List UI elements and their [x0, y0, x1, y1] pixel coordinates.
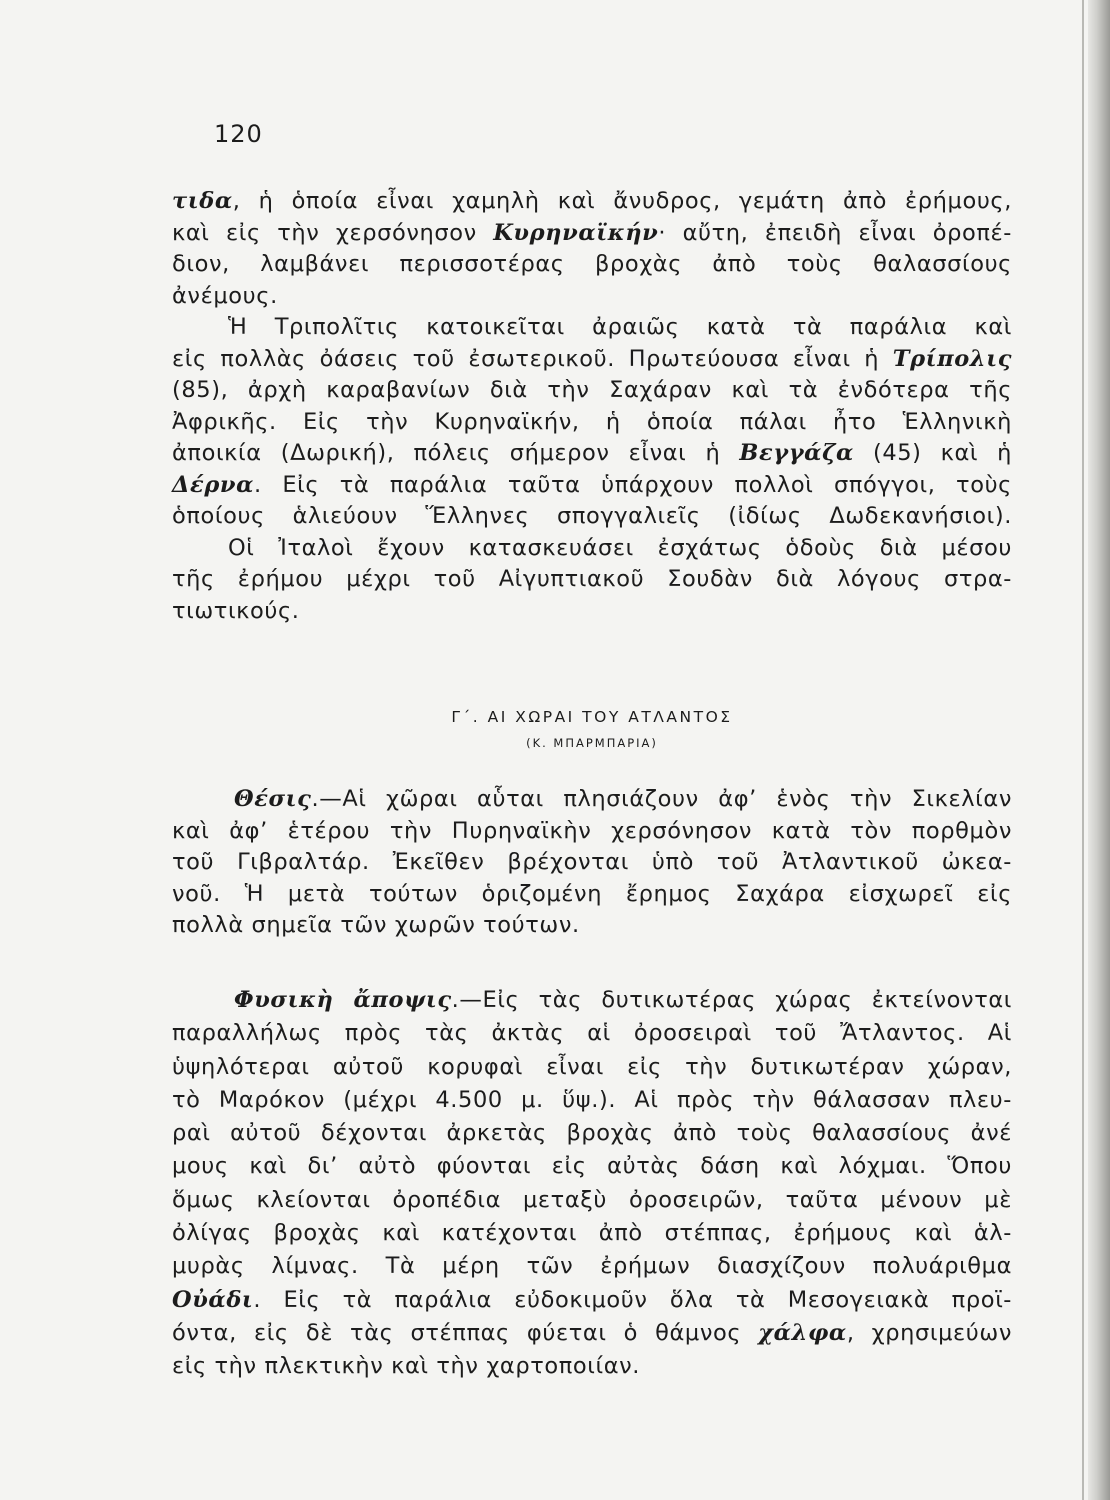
text-line: ὑψηλότεραι αὐτοῦ κορυφαὶ εἶναι εἰς τὴν δυτικωτέραν χώραν, [172, 1053, 1012, 1080]
italic-term: Οὐάδι [172, 1286, 254, 1313]
text-span: · αὔτη, ἐπειδὴ εἶναι ὀροπέ- [658, 219, 1012, 246]
text-line: μους καὶ δι’ αὐτὸ φύονται εἰς αὐτὰς δάση καὶ λόχμαι. Ὅπου [172, 1153, 1012, 1180]
text-span: , χρησιμεύων [846, 1319, 1012, 1346]
text-span: . Εἰς τὰ παράλια ταῦτα ὑπάρχουν πολλοὶ σπόγγοι, τοὺς [254, 471, 1012, 498]
book-binding-edge [1088, 0, 1110, 1500]
text-line [172, 784, 1012, 816]
italic-term: τιδα [172, 188, 233, 214]
italic-term: Φυσικὴ ἄποψις [234, 987, 452, 1013]
text-span: όντα, εἰς δὲ τὰς στέππας φύεται ὁ θάμνος [172, 1319, 759, 1346]
text-line: (85), ἀρχὴ καραβανίων διὰ τὴν Σαχάραν καὶ τὰ ἐνδότερα τῆς [172, 377, 1012, 403]
italic-term: χάλφα [758, 1319, 847, 1346]
text-line: παραλλήλως πρὸς τὰς ἀκτὰς αἱ ὀροσειραὶ τοῦ Ἄτλαντος. Αἱ [172, 1020, 1012, 1047]
text-line: τοῦ Γιβραλτάρ. Ἐκεῖθεν βρέχονται ὑπὸ τοῦ Ἀτλαντικοῦ ὠκεα- [172, 849, 1012, 875]
text-line: Ἀφρικῆς. Εἰς τὴν Κυρηναϊκήν, ἡ ὁποία πάλαι ἦτο Ἑλληνικὴ [172, 408, 1012, 435]
text-line: ὅμως κλείονται ὀροπέδια μεταξὺ ὀροσειρῶν, ταῦτα μένουν μὲ [172, 1186, 1012, 1213]
text-span: , ἡ ὁποία εἶναι χαμηλὴ καὶ ἄνυδρος, γεμάτη ἀπὸ ἐρήμους, [232, 188, 1012, 214]
text-span: καὶ εἰς τὴν χερσόνησον [172, 219, 494, 246]
italic-term: Βεγγάζα [739, 440, 854, 466]
text-line: ραὶ αὐτοῦ δέχονται ἀρκετὰς βροχὰς ἀπὸ τοὺς θαλασσίους ἀνέ [172, 1120, 1012, 1147]
text-span: ἀποικία (Δωρική), πόλεις σήμερον εἶναι ἡ [172, 440, 740, 466]
text-line: τῆς ἐρήμου μέχρι τοῦ Αἰγυπτιακοῦ Σουδὰν διὰ λόγους στρα- [172, 566, 1012, 592]
text-span: . Εἰς τὰ παράλια εὐδοκιμοῦν ὅλα τὰ Μεσογειακὰ προϊ- [253, 1286, 1012, 1313]
text-line: ἀνέμους. [172, 282, 278, 309]
italic-term: Θέσις [234, 786, 312, 812]
section-subheading: (Κ. ΜΠΑΡΜΠΑΡΙΑ) [526, 736, 658, 750]
text-line: εἰς τὴν πλεκτικὴν καὶ τὴν χαρτοποιίαν. [172, 1353, 641, 1380]
text-line [172, 470, 1012, 502]
section-heading: Γ΄. ΑΙ ΧΩΡΑΙ ΤΟΥ ΑΤΛΑΝΤΟΣ [451, 708, 733, 726]
text-line [172, 438, 1012, 470]
text-line [172, 218, 1012, 250]
text-line: ὀλίγας βροχὰς καὶ κατέχονται ἀπὸ στέππας, ἐρήμους καὶ ἁλ- [172, 1220, 1012, 1247]
italic-term: Κυρηναϊκήν [493, 219, 659, 246]
text-line: τὸ Μαρόκον (μέχρι 4.500 μ. ὕψ.). Αἱ πρὸς τὴν θάλασσαν πλευ- [172, 1086, 1012, 1113]
page-number: 120 [214, 120, 263, 148]
text-line [172, 1284, 1012, 1317]
text-line: Οἱ Ἰταλοὶ ἔχουν κατασκευάσει ἐσχάτως ὁδοὺς διὰ μέσου [228, 534, 1012, 561]
text-line: Ἡ Τριπολῖτις κατοικεῖται ἀραιῶς κατὰ τὰ παράλια καὶ [228, 314, 1012, 340]
text-span: (45) καὶ ἡ [853, 440, 1013, 466]
text-line: ὁποίους ἁλιεύουν Ἕλληνες σπογγαλιεῖς (ἰδίως Δωδεκανήσιοι). [172, 503, 1012, 529]
text-line [172, 1317, 1012, 1350]
text-line: πολλὰ σημεῖα τῶν χωρῶν τούτων. [172, 912, 580, 938]
page-edge-line [1082, 0, 1084, 1500]
paragraph-block-position [172, 784, 1012, 942]
text-line: νοῦ. Ἡ μετὰ τούτων ὁριζομένη ἔρημος Σαχάρα εἰσχωρεῖ εἰς [172, 880, 1012, 907]
text-span: .—Αἱ χῶραι αὗται πλησιάζουν ἀφ’ ἑνὸς τὴν Σικελίαν [311, 786, 1012, 812]
text-span: .—Εἰς τὰς δυτικωτέρας χώρας ἐκτείνονται [451, 987, 1012, 1013]
text-line: καὶ ἀφ’ ἑτέρου τὴν Πυρηναϊκὴν χερσόνησον κατὰ τὸν πορθμὸν [172, 817, 1012, 844]
text-span: εἰς πολλὰς ὀάσεις τοῦ ἐσωτερικοῦ. Πρωτεύουσα εἶναι ἡ [172, 345, 893, 372]
text-line [172, 344, 1012, 376]
italic-term: Τρίπολις [892, 345, 1012, 372]
paragraph-block-tripoli [172, 186, 1012, 627]
text-line [172, 984, 1012, 1017]
text-line: μυρὰς λίμνας. Τὰ μέρη τῶν ἐρήμων διασχίζουν πολυάριθμα [172, 1253, 1012, 1280]
paragraph-block-physical [172, 984, 1012, 1384]
text-line: τιωτικούς. [172, 597, 300, 624]
text-line [172, 186, 1012, 218]
text-line: διον, λαμβάνει περισσοτέρας βροχὰς ἀπὸ τοὺς θαλασσίους [172, 251, 1012, 277]
italic-term: Δέρνα [172, 471, 255, 498]
